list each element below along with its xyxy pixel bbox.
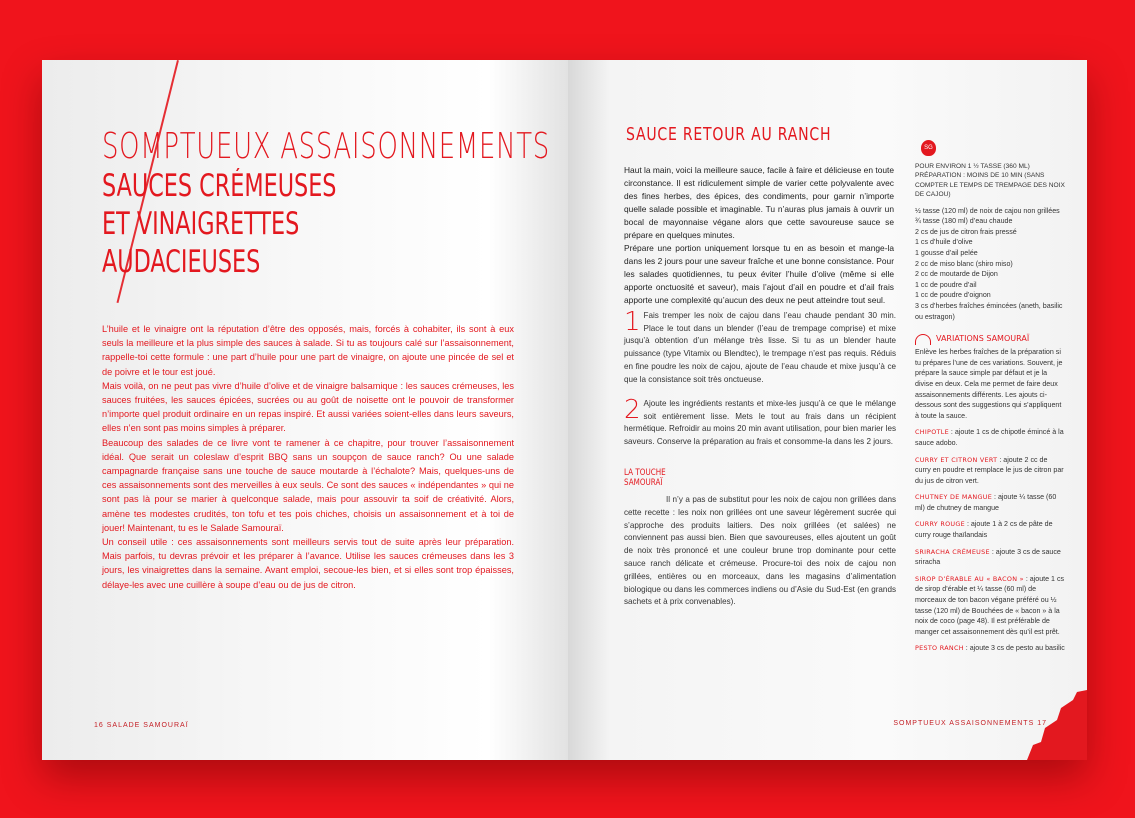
chapter-title: SOMPTUEUX ASSAISONNEMENTS — [102, 126, 550, 167]
recipe-intro-paragraph: Prépare une portion uniquement lorsque tu en as besoin et mange-la dans les 2 jours pour une saveur fraîche et une bonne consistance. Pour les salades quotidiennes, tu peux éviter l’huile d’olive (même si elle apporte onctuosité et saveur), mais l’ajout d’ail en poudre et d’ail frais apporte une complexité qu’aucun des deux ne peut atteindre tout seul. — [624, 243, 894, 305]
variation-item — [915, 492, 1065, 513]
variation-name: CURRY ROUGE — [915, 520, 965, 529]
recipe-yield: POUR ENVIRON 1 ½ TASSE (360 ML) PRÉPARATION : MOINS DE 10 MIN (SANS COMPTER LE TEMPS DE TREMPAGE DES NOIX DE CAJOU) — [915, 163, 1065, 199]
recipe-intro-paragraph: Haut la main, voici la meilleure sauce, facile à faire et délicieuse en toute circonstance. Il est ridiculement simple de varier cette polyvalente avec des fines herbes, des épices, des condiments, pour garnir n’importe quelle salade possible et imaginable. Tu n’auras plus jamais à ouvrir un bocal de mayonnaise végane alors que cette savoureuse sauce se prépare en quelques minutes. — [624, 165, 894, 240]
chapter-subtitle-line-2: ET VINAIGRETTES — [102, 206, 300, 242]
variation-item — [915, 547, 1065, 568]
ingredient-item: 1 cc de poudre d’ail — [915, 280, 977, 289]
ingredient-item: 2 cc de moutarde de Dijon — [915, 270, 998, 279]
ingredient-item: 1 cs d’huile d’olive — [915, 238, 973, 247]
variation-text: : ajoute 3 cs de sauce sriracha — [915, 547, 1061, 567]
variation-name: PESTO RANCH — [915, 644, 964, 653]
ingredient-item: 1 cc de poudre d’oignon — [915, 291, 991, 300]
variation-text: : ajoute 1 à 2 cs de pâte de curry rouge thaïlandais — [915, 520, 1053, 540]
variation-text: : ajoute ¼ tasse (60 ml) de chutney de mangue — [915, 493, 1057, 512]
variation-item — [915, 455, 1065, 487]
variations-heading — [915, 334, 1065, 345]
ingredient-item: 2 cs de jus de citron frais pressé — [915, 227, 1017, 236]
ingredient-item: 3 cs d’herbes fraîches émincées (aneth, basilic ou estragon) — [915, 301, 1063, 321]
variation-text: : ajoute 3 cs de pesto au basilic — [963, 644, 1065, 653]
intro-paragraph: Un conseil utile : ces assaisonnements sont meilleurs servis tout de suite après leur préparation. Mais parfois, tu devras prévoir et les préparer à l’avance. Utilise les sauces crémeuses dans les 3 jours, les vinaigrettes dans la semaine. Avant emploi, secoue-les bien, et si elles sont trop épaisses, délaye-les avec une cuillère à soupe d’eau ou de jus de citron. — [102, 537, 514, 590]
variation-name: SIROP D’ÉRABLE AU « BACON » — [915, 574, 1024, 583]
ingredient-item: 2 cc de miso blanc (shiro miso) — [915, 259, 1013, 268]
touche-samourai-heading — [624, 468, 666, 488]
ingredient-item: ½ tasse (120 ml) de noix de cajou non grillées — [915, 206, 1060, 215]
variations-title: VARIATIONS SAMOURAÏ — [936, 334, 1030, 344]
variation-text: : ajoute 1 cs de sirop d’érable et ¼ tasse (60 ml) de morceaux de ton bacon végane préféré ou ½ tasse (120 ml) de Bouchées de « bacon » à la noix de coco (page 48). Il est préférable de manger cet assaisonnement dès qu’il est prêt. — [915, 574, 1065, 636]
variation-name: SRIRACHA CRÉMEUSE — [915, 547, 990, 556]
touche-heading-line-2: SAMOURAÏ — [624, 478, 663, 488]
right-page — [568, 60, 1087, 760]
intro-paragraph: Mais voilà, on ne peut pas vivre d’huile d’olive et de vinaigre balsamique : les sauces crémeuses, les sauces fruitées, les sauces épicées, sucrées ou au goût de noisette ont le pouvoir de transformer n’importe quel produit ordinaire en un repas inspiré. Et aussi variées soient-elles dans leurs saveurs, elles n’en sont pas moins simples à préparer. — [102, 380, 514, 434]
variation-name: CHUTNEY DE MANGUE — [915, 493, 993, 502]
variation-name: CHIPOTLE — [915, 428, 949, 437]
ingredient-item: ¾ tasse (180 ml) d’eau chaude — [915, 217, 1013, 226]
variations-intro: Enlève les herbes fraîches de la préparation si tu prépares l’une de ces variations. Souvent, je prépare la sauce simple par défaut et je la divise en deux. Cela me permet de faire deux assaisonnements différents. Les ajouts ci-dessous sont des suggestions qui s’appliquent à toute la sauce. — [915, 348, 1063, 420]
ingredients-list — [915, 206, 1065, 323]
recipe-step-2 — [624, 395, 896, 449]
recipe-title: SAUCE RETOUR AU RANCH — [626, 124, 832, 145]
step-text: Fais tremper les noix de cajou dans l’eau chaude pendant 30 min. Place le tout dans un blender (l’eau de trempage comprise) et mixe jusqu’à obtention d’un mélange très lisse. Si tu as un blender haute puissance (type Vitamix ou Blendtec), le trempage n’est pas requis. Réduis en fine poudre les noix de cajou, ajoute de l’eau chaude et mixe jusqu’à ce que la consistance soit très onctueuse. — [624, 311, 896, 384]
touche-samourai-text: Il n’y a pas de substitut pour les noix de cajou non grillées dans cette recette : les noix non grillées ont une saveur légèrement sucrée qui s’approche des produits laitiers. Des noix grillées (et salées) ne conviennent pas aussi bien. Bien que savoureuses, elles ajoutent un goût de noix très prononcé et une couleur brune trop dominante pour cette sauce ranch délicate et crémeuse. Procure-toi des noix de cajou non grillées, entières ou en morceaux, dans les magasins d’alimentation biologique ou dans les commerces indiens ou d’Asie du Sud-Est (en grands sachets et à prix convenables). — [624, 495, 896, 607]
chapter-intro-text — [102, 322, 514, 592]
variation-name: CURRY ET CITRON VERT — [915, 455, 998, 464]
variation-item — [915, 643, 1065, 654]
step-number: 1 — [624, 307, 641, 337]
right-folio: SOMPTUEUX ASSAISONNEMENTS 17 — [893, 720, 1047, 727]
left-folio: 16 SALADE SAMOURAÏ — [94, 722, 189, 729]
recipe-step-1 — [624, 307, 896, 386]
chapter-subtitle-line-3: AUDACIEUSES — [102, 244, 261, 280]
step-number: 2 — [624, 395, 641, 425]
left-page — [42, 60, 568, 760]
red-splash-decoration — [1027, 690, 1087, 760]
drop-icon — [921, 140, 936, 156]
variation-item — [915, 427, 1065, 448]
variation-text: : ajoute 1 cs de chipotle émincé à la sauce adobo. — [915, 428, 1064, 447]
step-text: Ajoute les ingrédients restants et mixe-les jusqu’à ce que le mélange soit entièrement lisse. Mets le tout au frais dans un récipient hermétique. Refroidir au moins 20 min avant utilisation, pour bien marier les saveurs. Conserve la préparation au frais et consomme-la dans les 2 jours. — [624, 399, 896, 447]
shell-icon — [915, 334, 931, 345]
chapter-subtitle-line-1: SAUCES CRÉMEUSES — [102, 168, 337, 204]
intro-paragraph: Beaucoup des salades de ce livre vont te ramener à ce chapitre, pour trouver l’assaisonnement idéal. Que serait un coleslaw d’esprit BBQ sans un soupçon de sauce ranch? Ou une salade campagnarde française sans une touche de sauce moutarde à l’échalote? Mais, quelques-uns de ces assaisonnements sont des merveilles à eux seuls. Ce sont des sauces « indépendantes » qui ne sont pas là pour se marier à quelconque salade, mais pour assouvir ta soif de créativité. Alors, amène tes modestes crudités, ton tofu et tes pois chiches, choisis un assaisonnement et à toi de jouer! Maintenant, tu es le Salade Samouraï. — [102, 437, 514, 533]
variation-item — [915, 574, 1065, 638]
ingredient-item: 1 gousse d’ail pelée — [915, 249, 978, 257]
variation-text: : ajoute 2 cc de curry en poudre et remplace le jus de citron par du jus de citron vert. — [915, 455, 1064, 485]
intro-paragraph: L’huile et le vinaigre ont la réputation d’être des opposés, mais, forcés à cohabiter, ils sont à eux seuls la meilleure et la plus simple des sauces à salade. Si tu as toujours calé sur l’assaisonnement, rappelle-toi cette formule : une part d’huile pour une part de vinaigre, on ajoute une pincée de sel et de poivre et le tour est joué. — [102, 324, 514, 377]
variation-item — [915, 519, 1065, 540]
recipe-sidebar — [915, 140, 1065, 660]
recipe-intro — [624, 164, 894, 307]
diet-badge: SG — [924, 145, 933, 151]
touche-heading-line-1: LA TOUCHE — [624, 468, 666, 478]
